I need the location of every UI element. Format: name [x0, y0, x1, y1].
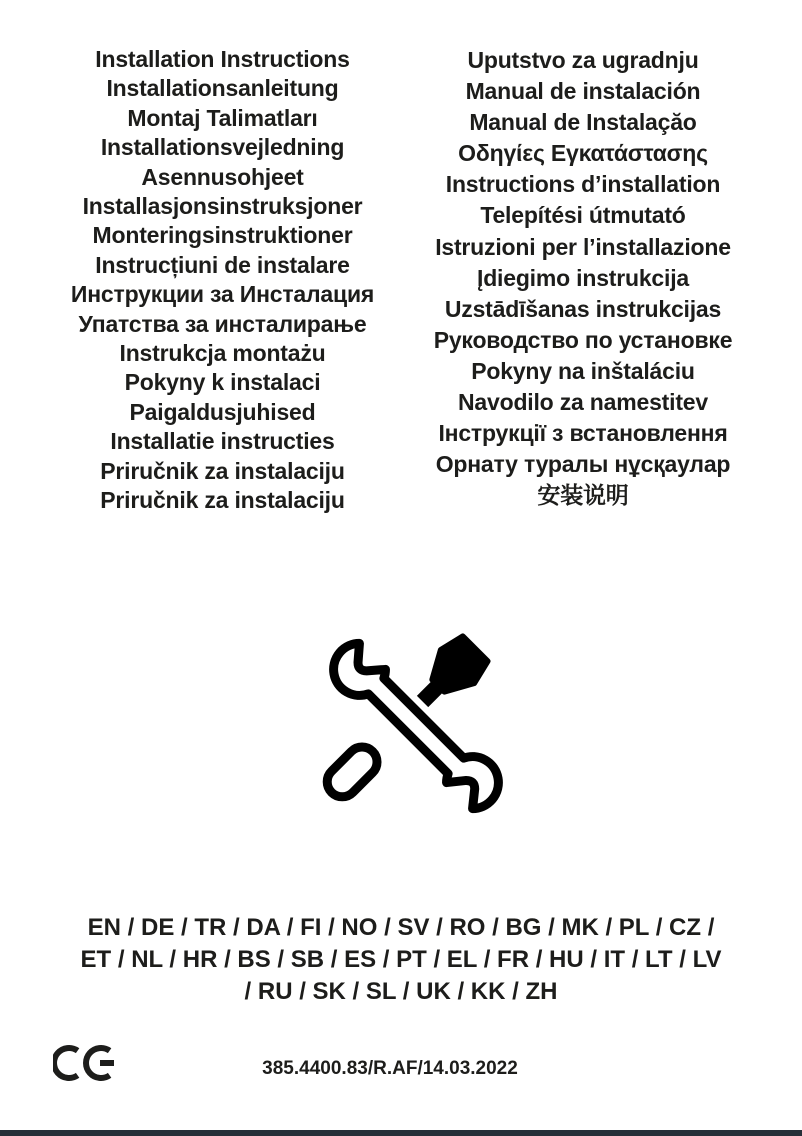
- title-line: Installatie instructies: [110, 428, 335, 455]
- title-line: Instrukcja montażu: [119, 340, 326, 367]
- title-line: Installasjonsinstruksjoner: [82, 193, 363, 220]
- footer-bar: [0, 1130, 802, 1136]
- title-line: 安装说明: [537, 482, 629, 509]
- title-column-left: [35, 45, 410, 516]
- title-line: Navodilo za namestitev: [458, 389, 708, 416]
- language-codes-line: EN / DE / TR / DA / FI / NO / SV / RO / BG / MK / PL / CZ /: [87, 914, 715, 941]
- title-line: Руководство по установке: [433, 326, 733, 353]
- title-line: Monteringsinstruktioner: [92, 222, 353, 249]
- language-codes-line: / RU / SK / SL / UK / KK / ZH: [244, 978, 558, 1005]
- title-line: Pokyny k instalaci: [124, 369, 321, 396]
- title-line: Pokyny na inštaláciu: [471, 357, 695, 384]
- title-line: Installation Instructions: [95, 46, 350, 72]
- document-number: 385.4400.83/R.AF/14.03.2022: [262, 1058, 518, 1079]
- title-line: Manual de Instalaçăo: [469, 109, 697, 136]
- title-line: Инструкции за Инсталация: [70, 281, 375, 308]
- title-line: Paigaldusjuhised: [129, 398, 316, 425]
- title-line: Installationsanleitung: [106, 75, 339, 102]
- wrench-screwdriver-icon: [310, 628, 522, 823]
- language-codes-line: ET / NL / HR / BS / SB / ES / PT / EL / FR / HU / IT / LT / LV: [80, 946, 722, 973]
- title-line: Instrucțiuni de instalare: [95, 251, 350, 278]
- title-line: Priručnik za instalaciju: [100, 487, 345, 514]
- title-line: Installationsvejledning: [100, 134, 345, 161]
- title-column-right: [398, 45, 768, 511]
- title-line: Οδηγίες Εγκατάστασης: [458, 140, 708, 167]
- title-line: Istruzioni per l’installazione: [435, 233, 731, 260]
- language-codes: [0, 912, 802, 1008]
- title-line: Instructions d’installation: [445, 171, 721, 198]
- title-line: Uputstvo za ugradnju: [467, 47, 699, 73]
- title-line: Asennusohjeet: [141, 163, 304, 190]
- title-line: Montaj Talimatları: [127, 104, 318, 131]
- title-line: Telepítési útmutató: [480, 202, 686, 229]
- title-line: Manual de instalación: [465, 78, 701, 105]
- title-line: Įdiegimo instrukcija: [477, 264, 689, 291]
- title-line: Uzstādīšanas instrukcijas: [444, 295, 722, 322]
- title-line: Орнату туралы нұсқаулар: [435, 451, 731, 478]
- title-line: Упатства за инсталирање: [78, 310, 367, 337]
- title-line: Priručnik za instalaciju: [100, 457, 345, 484]
- title-line: Інструкції з встановлення: [438, 420, 728, 447]
